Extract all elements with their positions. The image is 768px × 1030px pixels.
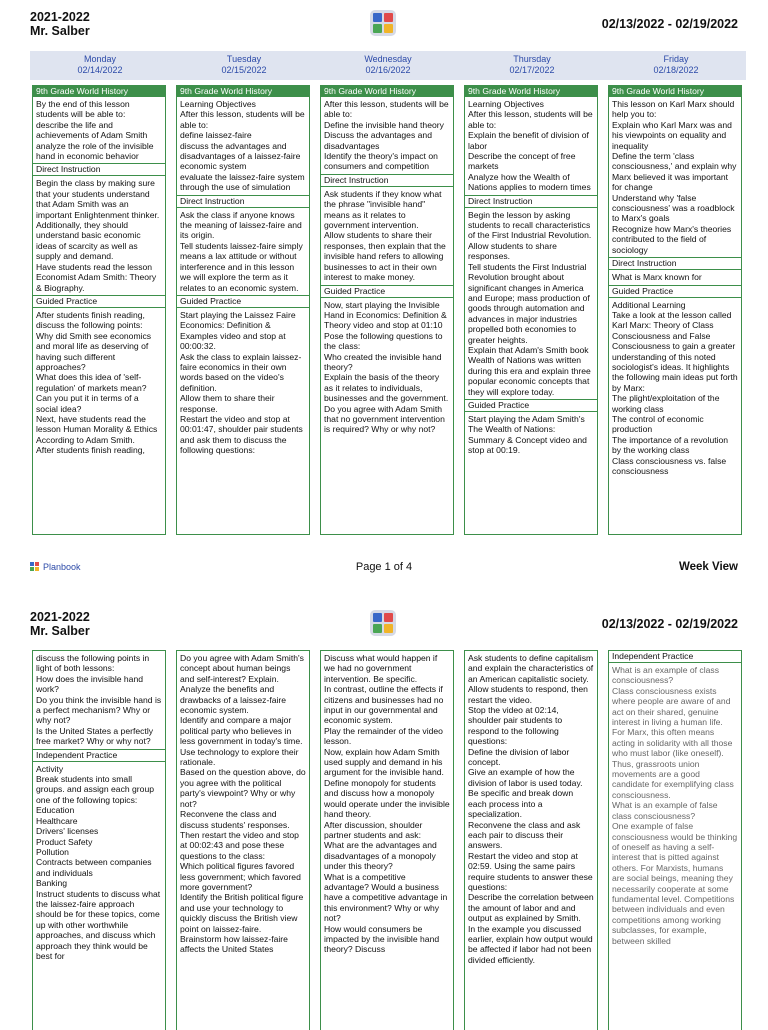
- section-heading: Guided Practice: [321, 285, 453, 298]
- planbook-logo-icon: [370, 10, 396, 36]
- text-line: Based on the question above, do you agree with the political party's viewpoint? Why or why not?: [180, 767, 306, 809]
- text-line: Then restart the video and stop at 00:02:43 and pose these questions to the class:: [180, 829, 299, 861]
- lesson-card-tuesday[interactable]: [176, 85, 310, 535]
- text-line: Banking: [36, 878, 68, 889]
- school-year: 2021-2022: [30, 610, 90, 624]
- guided-practice-text: [609, 298, 741, 479]
- text-line: After this lesson, students will be able to:: [180, 109, 305, 130]
- text-line: Break students into small groups. and assign each group one of the following topics:: [36, 774, 155, 805]
- text-line: Class consciousness vs. false consciousness: [612, 455, 727, 476]
- text-line: Discuss what would happen if we had no government intervention. Be specific.: [324, 653, 438, 684]
- section-heading: Direct Instruction: [33, 163, 165, 176]
- text-line: Explain that Adam's Smith book Wealth of Nations was written during this era and explain three popular economic concepts that they will explore today.: [468, 344, 591, 397]
- lesson-title: 9th Grade World History: [465, 86, 597, 97]
- day-header-monday[interactable]: Monday 02/14/2022: [77, 54, 123, 75]
- text-line: Pose the following questions to the class:: [324, 330, 443, 352]
- text-line: Ask the class to explain laissez-faire economics in their own words based on the video's definition.: [180, 351, 302, 393]
- text-line: Healthcare: [36, 815, 78, 826]
- text-line: What does this idea of 'self-regulation' of markets mean? Can you put it in terms of a social idea?: [36, 372, 147, 414]
- text-line: analyze the role of the invisible hand in economic behavior: [36, 140, 154, 162]
- text-line: evaluate the laissez-faire system through the use of simulation: [180, 171, 305, 193]
- text-line: What is a competitive advantage? Would a business have a competitive advantage in this environment? Why or why not?: [324, 871, 448, 924]
- date-range: 02/13/2022 - 02/19/2022: [601, 17, 738, 31]
- text-line: Additional Learning: [612, 299, 686, 310]
- text-line: After this lesson, students will be able to:: [468, 109, 593, 130]
- continued-text: [321, 651, 453, 957]
- text-line: Begin the lesson by asking students to recall characteristics of the First Industrial Revolution. Allow students to share responses.: [468, 209, 592, 262]
- view-mode-label: Week View: [678, 561, 738, 573]
- text-line: Drivers' licenses: [36, 826, 99, 837]
- text-line: Do you think the invisible hand is a perfect mechanism? Why or why not?: [36, 694, 162, 726]
- text-line: Recognize how Marx's theories contributed to the field of sociology: [612, 223, 732, 255]
- planbook-brand: Planbook: [43, 562, 81, 572]
- text-line: Describe the correlation between the amount of labor and and output as explained by Smith.: [468, 892, 594, 924]
- text-line: Begin the class by making sure that your students understand that Adam Smith was an important Enlightenment thinker.: [36, 178, 160, 220]
- text-line: Allow students to share their responses, then explain that the invisible hand refers to allowing businesses to act in their own interest to make money.: [324, 230, 446, 283]
- text-line: This lesson on Karl Marx should help you to:: [612, 99, 735, 120]
- lesson-card-tuesday-cont[interactable]: [176, 650, 310, 1030]
- text-line: The importance of a revolution by the working class: [612, 434, 729, 456]
- text-line: Define the term 'class consciousness,' and explain why Marx believed it was important for change: [612, 151, 737, 193]
- text-line: Allow students to respond, then restart the video.: [468, 684, 588, 705]
- day-header-row: [30, 51, 746, 80]
- text-line: Learning Objectives: [180, 99, 256, 109]
- text-line: Identify the theory's impact on consumers and competition: [324, 151, 438, 172]
- text-line: Ask students to define capitalism and explain the characteristics of an American capitalistic society.: [468, 653, 594, 684]
- section-heading: Guided Practice: [33, 295, 165, 308]
- text-line: Why did Smith see economics and moral life as deserving of having such different approaches?: [36, 330, 152, 372]
- text-line: Who created the invisible hand theory?: [324, 351, 442, 372]
- text-line: Play the remainder of the video lesson.: [324, 725, 443, 747]
- text-line: Describe the concept of free markets: [468, 151, 576, 172]
- lesson-card-wednesday-cont[interactable]: [320, 650, 454, 1030]
- lesson-card-friday[interactable]: [608, 85, 742, 535]
- text-line: Instruct students to discuss what the laissez-faire approach should be for these topics, come up with other worthwhile approaches, and discuss which approach they think would be best for: [36, 888, 161, 961]
- text-line: Identify the British political figure and use your technology to quickly discuss the British view point on laissez-faire.: [180, 892, 304, 934]
- text-line: Which political figures favored less government; which favored more government?: [180, 861, 301, 892]
- lesson-title: 9th Grade World History: [177, 86, 309, 97]
- lesson-card-friday-cont[interactable]: [608, 650, 742, 1030]
- continued-text: [177, 651, 309, 957]
- header-info: [30, 10, 90, 38]
- guided-practice-text: [465, 412, 597, 458]
- text-line: One example of false consciousness would be thinking of oneself as having a self-interest that is pitted against others. For Marxists, humans are social beings, meaning they necessarily cooperate at some fundamental level. Competitions between individuals and even competitions among working subclasses, for example, between skilled: [612, 821, 738, 946]
- text-line: Education: [36, 805, 75, 816]
- guided-practice-text: [177, 308, 309, 458]
- text-line: The plight/exploitation of the working class: [612, 393, 720, 414]
- text-line: Additionally, they should understand basic economic ideas of scarcity as well as supply and demand.: [36, 220, 141, 262]
- teacher-name: Mr. Salber: [30, 24, 90, 38]
- text-line: Identify and compare a major political party who believes in less government in today's time. Use technology to explore their rationale.: [180, 715, 303, 768]
- section-heading: Independent Practice: [33, 749, 165, 762]
- text-line: Have students read the lesson Economist Adam Smith: Theory & Biography.: [36, 261, 157, 293]
- day-header-tuesday[interactable]: Tuesday 02/15/2022: [221, 54, 267, 75]
- text-line: How does the invisible hand work?: [36, 673, 144, 695]
- text-line: Next, have students read the lesson Human Morality & Ethics According to Adam Smith.: [36, 413, 158, 445]
- text-line: After students finish reading,: [36, 445, 145, 456]
- direct-instruction-text: [609, 270, 741, 284]
- lesson-card-wednesday[interactable]: [320, 85, 454, 535]
- text-line: Class consciousness exists where people are aware of and act on their shared, genuine interest in living a human life. For Marx, this often means acting in solidarity with all those who must labor (like oneself). Thus, grassroots union movements are a good candidate for exemplifying class consciousness.: [612, 685, 734, 800]
- text-line: Explain the basis of the theory as it relates to individuals, businesses and the government.: [324, 372, 449, 404]
- lesson-objectives: [465, 97, 597, 195]
- text-line: discuss the following points in light of both lessons:: [36, 653, 150, 674]
- text-line: Ask students if they know what the phrase "invisible hand" means as it relates to government intervention.: [324, 188, 442, 231]
- text-line: Reconvene the class and ask each pair to discuss their answers.: [468, 819, 581, 851]
- text-line: What is Marx known for: [612, 272, 702, 283]
- lesson-objectives: [609, 97, 741, 257]
- direct-instruction-text: [321, 187, 453, 285]
- text-line: Analyze the benefits and drawbacks of a laissez-faire economic system.: [180, 684, 287, 716]
- text-line: Discuss the advantages and disadvantages: [324, 130, 432, 151]
- section-heading: Direct Instruction: [609, 257, 741, 270]
- text-line: Now, start playing the Invisible Hand in Economics: Definition & Theory video and stop at 01:10: [324, 299, 447, 331]
- text-line: By the end of this lesson students will be able to:: [36, 99, 130, 120]
- continued-text: [465, 651, 597, 967]
- text-line: What are the advantages and disadvantages of a monopoly under this theory?: [324, 840, 437, 872]
- independent-practice-text: [33, 762, 165, 964]
- text-line: Give an example of how the division of labor is used today. Be specific and break down each process into a specialization.: [468, 767, 583, 820]
- lesson-card-monday-cont[interactable]: [32, 650, 166, 1030]
- text-line: In contrast, outline the effects if citizens and businesses had no input in our governmental and economic system.: [324, 684, 444, 726]
- section-heading: Guided Practice: [177, 295, 309, 308]
- lesson-objectives: [321, 97, 453, 174]
- direct-instruction-text: [33, 176, 165, 294]
- section-heading: Direct Instruction: [177, 195, 309, 208]
- lesson-title: 9th Grade World History: [33, 86, 165, 97]
- text-line: Is the United States a perfectly free market? Why or why not?: [36, 725, 154, 747]
- lesson-objectives: [33, 97, 165, 163]
- text-line: Product Safety: [36, 836, 93, 847]
- text-line: In the example you discussed earlier, explain how output would be affected if labor had not been divided efficiently.: [468, 923, 593, 965]
- text-line: The control of economic production: [612, 413, 704, 435]
- text-line: Explain who Karl Marx was and his viewpoints on equality and inequality: [612, 119, 732, 151]
- lesson-objectives: [177, 97, 309, 195]
- school-year: 2021-2022: [30, 10, 90, 24]
- text-line: Define the invisible hand theory: [324, 119, 444, 130]
- guided-practice-text: [321, 298, 453, 437]
- text-line: After students finish reading, discuss the following points:: [36, 309, 145, 331]
- text-line: Restart the video and stop at 00:01:47, shoulder pair students and ask them to discuss the following questions:: [180, 413, 303, 456]
- text-line: After discussion, shoulder partner students and ask:: [324, 819, 423, 840]
- text-line: Now, explain how Adam Smith used supply and demand in his argument for the invisible hand.: [324, 746, 444, 778]
- lesson-title: 9th Grade World History: [609, 86, 741, 97]
- day-header-wednesday[interactable]: Wednesday 02/16/2022: [364, 54, 412, 75]
- text-line: define laissez-faire: [180, 130, 252, 141]
- lesson-card-monday[interactable]: [32, 85, 166, 535]
- text-line: Learning Objectives: [468, 99, 544, 109]
- teacher-name: Mr. Salber: [30, 624, 90, 638]
- day-header-friday[interactable]: Friday 02/18/2022: [653, 54, 699, 75]
- text-line: Contracts between companies and individuals: [36, 857, 152, 878]
- text-line: Tell students laissez-faire simply means a lax attitude or without interference and in this lesson we will explore the term as it relates to an economic system.: [180, 240, 303, 293]
- direct-instruction-text: [177, 208, 309, 295]
- text-line: Do you agree with Adam Smith that no government intervention is required? Why or why not?: [324, 403, 445, 435]
- section-heading: Direct Instruction: [465, 195, 597, 208]
- text-line: Analyze how the Wealth of Nations applies to modern times: [468, 171, 591, 193]
- planbook-logo-icon: [370, 610, 396, 636]
- text-line: Brainstorm how laissez-faire affects the United States: [180, 933, 288, 955]
- section-heading: Guided Practice: [609, 285, 741, 298]
- text-line: Activity: [36, 763, 64, 774]
- section-heading: Guided Practice: [465, 399, 597, 412]
- page-indicator: Page 1 of 4: [355, 561, 413, 573]
- date-range: 02/13/2022 - 02/19/2022: [601, 617, 738, 631]
- text-line: Start playing the Laissez Faire Economics: Definition & Examples video and stop at 00:00:32.: [180, 309, 296, 352]
- text-line: discuss the advantages and disadvantages of a laissez-faire economic system: [180, 140, 301, 172]
- text-line: Define the division of labor concept.: [468, 746, 570, 768]
- text-line: Understand why 'false consciousness' was a roadblock to Marx's goals: [612, 192, 735, 224]
- lesson-title: 9th Grade World History: [321, 86, 453, 97]
- text-line: What is an example of false class consciousness?: [612, 800, 718, 821]
- text-line: Define monopoly for students and discuss how a monopoly would operate under the invisible hand theory.: [324, 777, 450, 820]
- continued-text: [33, 651, 165, 749]
- planbook-page-2: [0, 600, 768, 1024]
- text-line: Explain the benefit of division of labor: [468, 130, 589, 151]
- text-line: Take a look at the lesson called Karl Marx: Theory of Class Consciousness and False Consciousness to gain a greater understanding of this noted sociologist's ideas. It highlights the following main ideas put forth by Marx:: [612, 309, 738, 393]
- lesson-card-thursday[interactable]: [464, 85, 598, 535]
- header-info: [30, 610, 90, 638]
- independent-practice-text: [609, 663, 741, 948]
- text-line: What is an example of class consciousness?: [612, 665, 719, 686]
- text-line: How would consumers be impacted by the invisible hand theory? Discuss: [324, 923, 440, 955]
- section-heading: Independent Practice: [609, 651, 741, 663]
- text-line: Restart the video and stop at 02:59. Using the same pairs require students to answer these questions:: [468, 850, 593, 892]
- text-line: Ask the class if anyone knows the meaning of laissez-faire and its origin.: [180, 209, 302, 241]
- text-line: describe the life and achievements of Adam Smith: [36, 119, 148, 141]
- text-line: Tell students the First Industrial Revolution brought about significant changes in America and Europe; mass production of goods through automation and advances in major industries propelled both economies to greater heights.: [468, 261, 590, 345]
- text-line: After this lesson, students will be able to:: [324, 99, 449, 120]
- section-heading: Direct Instruction: [321, 174, 453, 187]
- day-header-thursday[interactable]: Thursday 02/17/2022: [509, 54, 555, 75]
- direct-instruction-text: [465, 208, 597, 399]
- lesson-card-thursday-cont[interactable]: [464, 650, 598, 1030]
- text-line: Do you agree with Adam Smith's concept about human beings and self-interest? Explain.: [180, 653, 304, 684]
- text-line: Pollution: [36, 846, 69, 857]
- text-line: Start playing the Adam Smith's The Wealth of Nations: Summary & Concept video and stop at 00:19.: [468, 413, 587, 456]
- guided-practice-text: [33, 308, 165, 458]
- text-line: Allow them to share their response.: [180, 393, 275, 414]
- text-line: Stop the video at 02:14, shoulder pair students to respond to the following questions:: [468, 705, 563, 747]
- text-line: Reconvene the class and discuss students' responses.: [180, 809, 290, 830]
